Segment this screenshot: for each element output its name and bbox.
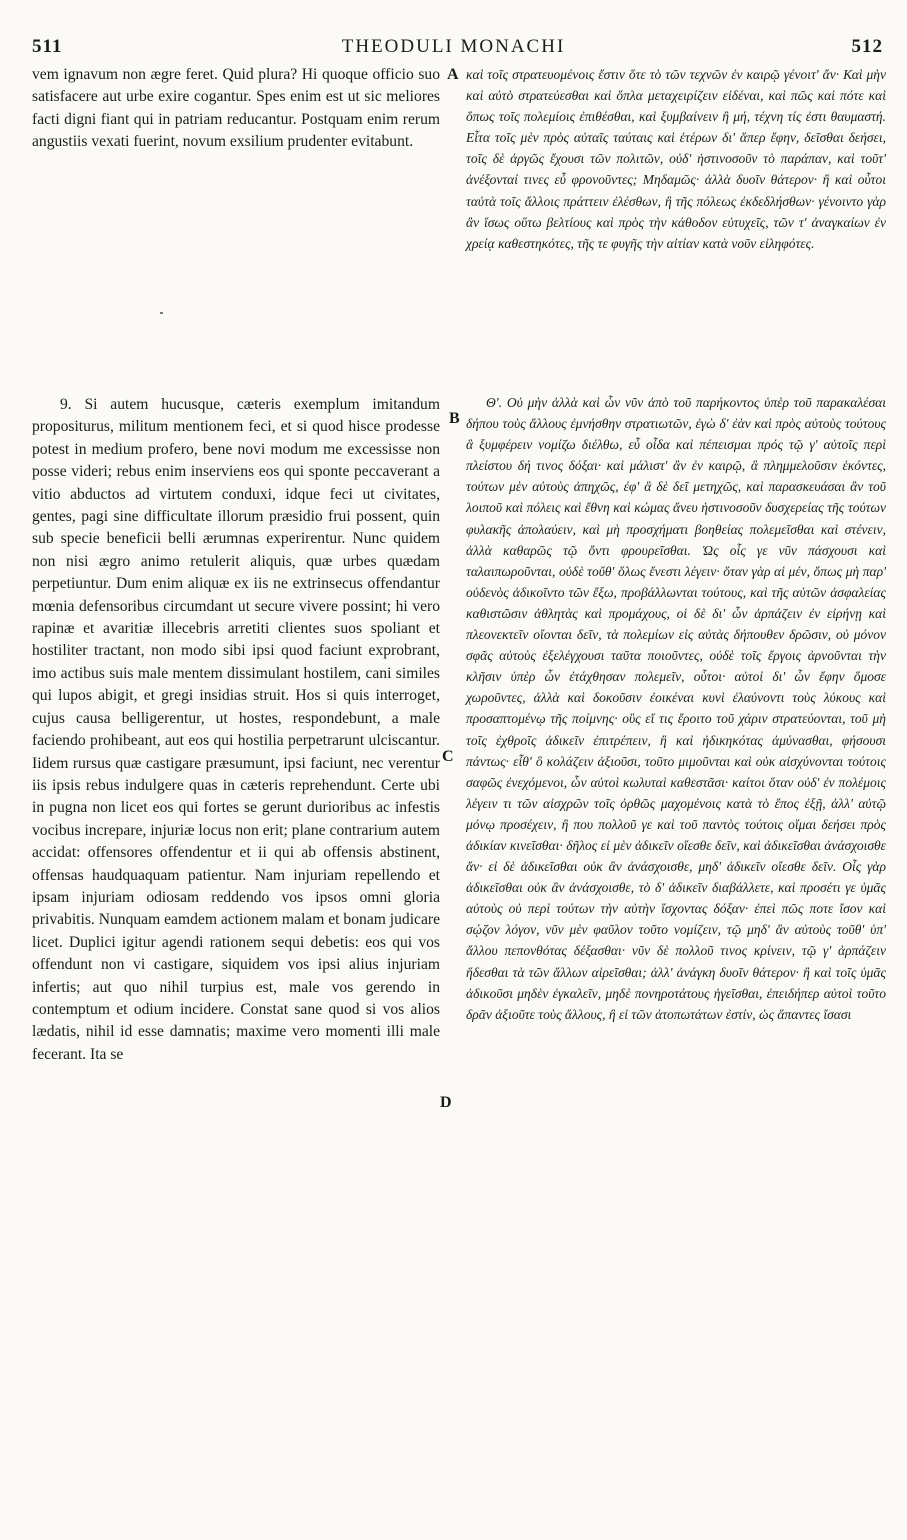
latin-paragraph-2: 9. Si autem hucusque, cæteris exemplum imitandum propositurus, militum mentionem feci, et si quod hisce prodesse potest in medium profero, bene novi modum me excessisse non posse videri; rebus enim inserviens eos qui sponte peccaverant a vitio abductos ad virtutem conduxi, idque feci ut civitates, gentes, pagi sine difficultate illorum præsidio frui possent, quin sub specie beneficii belli ærumnas experirentur. Nunc quidem non nisi ægro animo retulerit aliquis, quæ urbes quædam perpetiuntur. Dum enim aliquæ ex iis ne extrinsecus offendantur mœnia defensoribus circumdant ut secure vivere possint; hi vero rapinæ et avaritiæ illecebris arretiti clientes suos spoliant et hostiliter tractant, non modo sibi ipsi quod faciunt exprobrant, imo actibus suis male mentem dissimulant hostilem, cani similes qui lupos abigit, et gregi insidias struit. Hos si quis interroget, cujus causa belligerentur, ut hostes, respondebunt, a male faciendo prohibeant, aut eos qui hostilia perpetrarunt ulciscantur. Iidem rursus quæ castigare præsumunt, ipsi faciunt, nec verentur iis ipsis rebus indulgere quas in cæteris reprehendunt. Certe ubi in pugna non licet eos qui fortes se gerunt durioribus ac infestis vocibus increpare, injuriæ locus non erit; plane contrarium autem accidat: offensores offendentur et ii qui ab offensis abstinent, offensas haudquaquam patientur. Nam injuriam repellendo et ipsam injuriam odiosam reddendo vos ipsos omni gloria privabitis. Nunquam eamdem actionem malam et bonam judicare licet. Duplici igitur agendi rationem sequi debetis: eos qui vos offendunt non vi castigare, siquidem vos ipsi alius injuriam infertis; aut quo nihil turpius est, male vos gerendo in contemptum et odium incidere. Constat sane quod si vos alios lædatis, nihil id esse damnatis; maxime vero momenti illi male fecerant. Ita se [32, 396, 440, 1063]
greek-paragraph-1: καὶ τοῖς στρατευομένοις ἔστιν ὅτε τὸ τῶν τεχνῶν ἐν καιρῷ γένοιτ' ἄν· Καὶ μὴν καὶ αὐτὸ στρατεύεσθαι καὶ ὅπλα μεταχειρίζειν εἰδέναι, καὶ πῶς καὶ πότε καὶ ὅπως τοῖς πολεμίοις ἐπιθέσθαι, καὶ ξυμβαίνειν ἢ μή, τέχνη τίς ἐστι θαυμαστή. Εἶτα τοῖς μὲν πρὸς αὐταῖς ταύταις καὶ ἑτέρων δι' ἅπερ ἔφην, δεῖσθαι δεήσει, τοῖς δὲ ἀργῶς ἔχουσι τῶν πολιτῶν, οὐδ' ἡστινοσοῦν τὸ παράπαν, καὶ τοῦτ' ἀνέξονταί τινες εὖ φρονοῦντες; Μηδαμῶς· ἀλλὰ δυοῖν θάτερον· ἢ καὶ οὗτοι ταὐτὰ τοῖς ἄλλοις πράττειν ἐλέσθων, ἢ τῆς πόλεως ἐκδεδλήσθων· γένοιντο γὰρ ἂν ἴσως οὕτω βελτίους καὶ πρὸς τὴν κάθοδον εὐτυχεῖς, τῶν τ' ἀναγκαίων ἐν χρείᾳ καθεστηκότες, τῆς τε φυγῆς τὴν αἰτίαν κατὰ νοῦν εἰληφότες. [466, 67, 886, 251]
ink-dot [160, 312, 163, 314]
latin-column-bottom [32, 394, 440, 1066]
page-header [0, 0, 907, 62]
running-title: THEODULI MONACHI [341, 36, 566, 57]
greek-column-bottom [466, 392, 886, 1025]
page-number-right: 512 [851, 36, 883, 57]
margin-marker-b: B [449, 410, 460, 427]
page-number-left: 511 [32, 36, 63, 57]
margin-marker-d: D [440, 1094, 452, 1111]
margin-marker-c: C [442, 748, 454, 765]
greek-column-top [466, 64, 886, 254]
latin-column-top [32, 64, 440, 154]
latin-paragraph-1: vem ignavum non ægre feret. Quid plura? Hi quoque officio suo satisfacere aut urbe exire cogantur. Spes enim est ut sic meliores facti digni fiant qui in patriam reducantur. Postquam enim rerum angustiis vexati fuerint, novum exsilium prudenter evitabunt. [32, 66, 440, 151]
greek-paragraph-2: Θ'. Οὐ μὴν ἀλλὰ καὶ ὧν νῦν ἀπὸ τοῦ παρήκοντος ὑπὲρ τοῦ παρακαλέσαι δήπου τοὺς ἄλλους ἐμνήσθην στρατιωτῶν, ἐγὼ δ' ἐὰν καὶ πρὸς αὐτοὺς τούτους ἃ ξυμφέρειν νομίζω διέλθω, εὖ οἶδα καὶ πέπεισμαι πρός τῷ γ' αὐτοῖς περὶ πλείστου δή τινος δόξαι· καὶ μάλιστ' ἂν ἐν καιρῷ, ἃ πλημμελοῦσιν ἑκόντες, τούτων μὲν αὐτοὺς ἀπηχῶς, ἐφ' ἃ δὲ δεῖ μετηχῶς, καὶ παρασκευάσαι ἂν τοῦ λοιποῦ καὶ πόλεις καὶ ἔθνη καὶ κώμας ἄνευ ἡστινοσοῦν δυσχερείας τῆς τούτων φυλακῆς ἀπολαύειν, καὶ μὴ προσχήματι βοηθείας πολεμεῖσθαι καὶ στένειν, ἀλλὰ καθαρῶς τῷ ὄντι φρουρεῖσθαι. Ὡς οἷς γε νῦν πάσχουσι καὶ ταλαιπωροῦνται, οὐδὲ τοὔθ' ὅλως ἔνεστι λέγειν· ὅταν γὰρ αἱ μέν, ὅπως μὴ παρ' οὐδενὸς ἀδικοῖντο τῶν ἔξω, προβάλλωνται τούτους, καὶ τῆς αὑτῶν ἀσφαλείας καθιστῶσιν ἀθλητὰς καὶ προμάχους, οἱ δὲ δι' ὧν ἁρπάζειν ἐν εἰρήνῃ καὶ πλεονεκτεῖν οἴονται δεῖν, τὰ πολεμίων εἰς αὐτὰς δήπουθεν δρῶσιν, οὐ μόνον σφᾶς αὐτοὺς ἐξελέγχουσι ταῦτα ποιοῦντες, οὐδὲ τοῖς ἔργοις ἀρνοῦνται τὴν κλῆσιν ὑπὲρ ὧν ἐτάχθησαν πολεμεῖν, οὗτοι· αὐτοὶ δι' ὧν ἔφην ὅμοσε χωροῦντες, ἀλλὰ καὶ δοκοῦσιν ἐοικέναι κυνὶ ἐλαύνοντι τοὺς λύκους καὶ προσαπτομένῳ τῆς ποίμνης· οὓς εἴ τις ἔροιτο τοῦ χάριν στρατεύονται, τοῦ μὴ τοῖς ἐχθροῖς ἀδικεῖν ἐπιτρέπειν, ἢ καὶ ἠδικηκότας ἀμύνασθαι, φήσουσι πάντως· εἶθ' ὃ κολάζειν ἀξιοῦσι, τοῦτο μιμοῦνται καὶ οὐκ αἰσχύνονται τούτοις σαφῶς ἐνεχόμενοι, ὧν αὐτοὶ κωλυταὶ καθεστᾶσι· καίτοι ὅταν οὐδ' ἐν πολέμοις λέγειν τι τῶν αἰσχρῶν τοῖς ὀρθῶς μαχομένοις κατὰ τὸ ἔπος ἐξῇ, ἀλλ' αὐτῷ μόνῳ προσέχειν, ἢ που πολλοῦ γε καὶ τοῦ παντὸς τούτοις οἴμαι δεήσει πρὸς ἀδικίαν κινεῖσθαι· δῆλος εἰ μὲν ἀδικεῖν οἴεσθε δεῖν, καὶ ἀδικεῖσθαι ἀνάσχοισθε ἄν· εἰ δὲ ἀδικεῖσθαι οὐκ ἂν ἀνάσχοισθε, μηδ' ἀδικεῖν οἴεσθε δεῖν. Οἷς γὰρ ἀδικεῖσθαι οὐκ ἂν ἀνάσχοισθε, τὸ δ' ἀδικεῖν διαβάλλετε, καὶ προσέτι γε ὑμᾶς αὐτοὺς οὐ περὶ τούτων τὴν αὐτὴν ἴσχοντας δόξαν· ἐπεὶ πῶς ποτε ἴσον καὶ σῴζον λόγον, νῦν μὲν φαῦλον τοῦτο νομίζειν, τῷ μηδ' ἂν αὐτοὺς τοῦθ' ὑπ' ἄλλου πεπονθότας δέξασθαι· νῦν δὲ πολλοῦ τινος κρίνειν, τῷ γ' ἁρπάζειν ἥδεσθαι τὰ τῶν ἄλλων αἱρεῖσθαι; ἀλλ' ἀνάγκη δυοῖν θάτερον· ἢ καὶ τοῖς ὑμᾶς ἀδικοῦσι μηδὲν ἐγκαλεῖν, μηδὲ πονηροτάτους ἡγεῖσθαι, ἐπειδήπερ αὐτοὶ τοῦτο δρᾶν ἀξιοῦτε τοὺς ἄλλους, ἢ εἰ τῶν ἀτοπωτάτων ἐστίν, ὡς ἅπαντες ἴσασι [466, 395, 886, 1022]
margin-marker-a: A [447, 66, 459, 83]
